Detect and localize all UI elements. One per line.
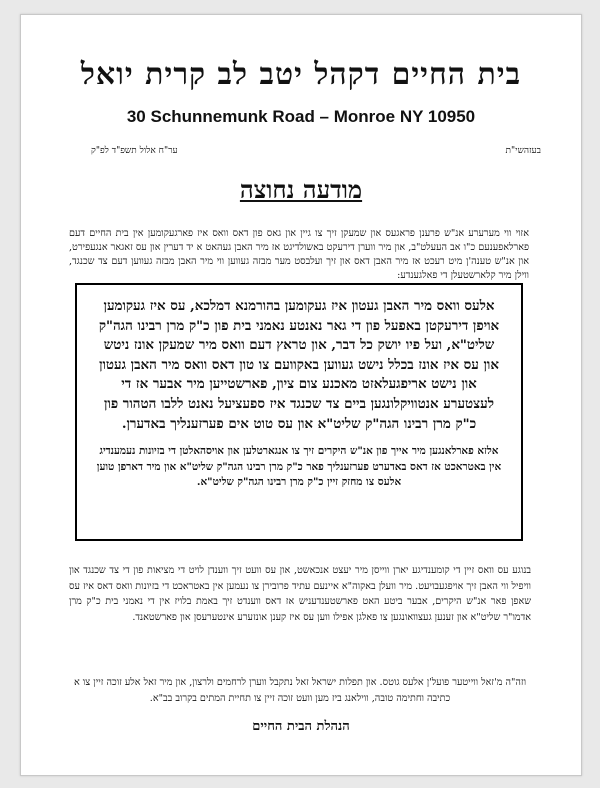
intro-paragraph: אזוי ווי מערערע אנ"ש פרענן פראגעס און שמעקן זיך צו גיין און גאס פון דאס וואס איז פארגעקומען אין בית החיים דעם פארלאפענעם כ"ו אב העעלט"ב, און מיר ווערן דירעקט באשולדיגט אז מיר האבן געהאט א יד דערין און עס זאגאר אנגעפירט, און אנ"ש טענה'ן מיט רעכט אז מיר האבן דאס און זיך ועלבסט מער מבזה געווען ווי מיר האבן מבזה געווען דעם צד שכנגד, ווילן מיר קלארשטעלן די פאלגענדע: xyxy=(69,228,529,281)
notice-heading: מודעה נחוצה xyxy=(239,175,363,204)
blessing-header: בעזהשי"ת xyxy=(505,146,541,156)
date-hebrew: ער"ח אלול תשפ"ד לפ"ק xyxy=(91,146,178,156)
boxed-main-text: אלעס וואס מיר האבן געטון איז געקומען בהורמנא דמלכא, עס איז געקומען אויפן דירעקטן באפעל פון די גאר נאנטע נאמני בית פון כ"ק מרן רבינו הגה"ק שליט"א, ועל פיו יושק כל דבר, און טראץ דעם וואס מיר שמעקן אונז ניטש און עס איז אונז בכלל נישט געווען באקוועם צו טון דאס וואס מיר האבן געטון און נישט אריפגעלאזט מאכנע צום ציון, פארשטייען מיר אבער אז די לעצטערע אנטוויקלונגען ביים צד שכנגד איז ספעציעל נאנט ללבו הטהור פון כ"ק מרן רבינו הגה"ק שליט"א און עס טוט אים פערזענליך באדערן. xyxy=(98,298,500,432)
boxed-sub-text: אלזא פארלאנגען מיר אייך פון אנ"ש היקרים זיך צו אנגארטלען און אויסהאלטן די בזיונות נעמענדיג אין באטראכט אז דאס באדערט פערזענליך פאר כ"ק מרן רבינו הגה"ק שליט"א און מיר דארפן טוען אלעס צו מחזק זיין כ"ק מרן רבינו הגה"ק שליט"א. xyxy=(96,445,502,489)
boxed-notice xyxy=(75,283,523,541)
blessing-paragraph: וזה"ה מ'זאל ווייטער פועל'ן אלעס גוטס. און תפלות ישראל זאל נתקבל ווערן לרחמים ולרצון, און מיר זאל אלע זוכה זיין צו א כתיבה וחתימה טובה, ווילאנג ביז מען וועט זוכה זיין צו תחיית המתים בקרוב בב"א. xyxy=(73,677,527,704)
address-line: 30 Schunnemunk Road – Monroe NY 10950 xyxy=(126,107,476,126)
signature: הנהלת הבית החיים xyxy=(252,719,350,734)
page-title: בית החיים דקהל יטב לב קרית יואל xyxy=(80,57,522,92)
closing-paragraph: בנוגע עס וואס זיין די קומענדיגע יארן ווייסן מיר יעצט אנכאשט, און עס וועט זיך ווענדן לויט די מציאות פון די צד שכנגד און וויפיל ווי האבן זיך אויפגעבויעט. מיר וועלן באקוה"א איינעם עתיד פרובירן צו נעמען אין באטראכט די בזיונות וואס דאס איז עס שאפן פאר אנ"ש היקרים, אבער ביטע האט פארשטענדעניש אז דאס ווענדט זיך באמת בלויז אין די נאמני בית כ"ק מרן אדמו"ר שליט"א און זענען געצוואונגען צו פאלגן אפילו ווען עס איז קענן אונזערע אינטערעסן און פארשטאנד. xyxy=(69,565,531,623)
document-page xyxy=(20,14,582,776)
